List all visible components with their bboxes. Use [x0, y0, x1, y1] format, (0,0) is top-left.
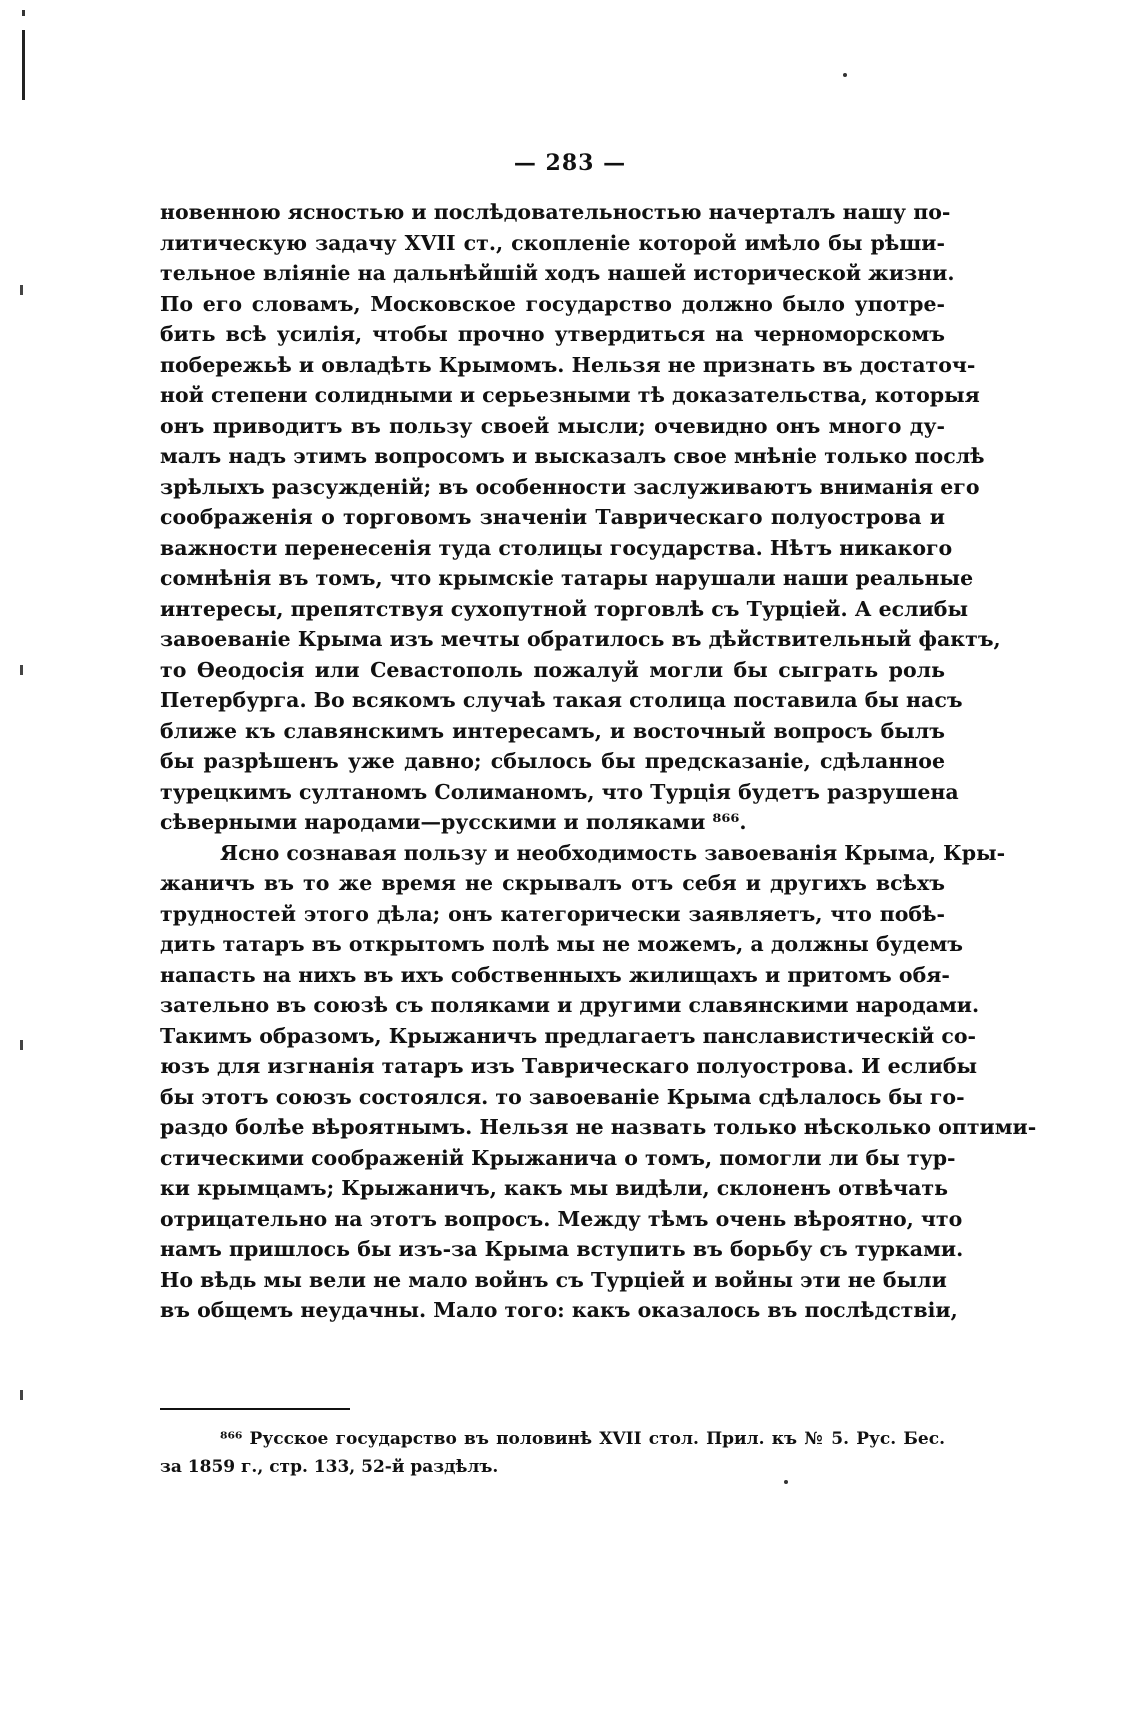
text-line: ной степени солидными и серьезными тѣ доказательства, которыя — [160, 383, 980, 407]
text-line: намъ пришлось бы изъ-за Крыма вступить въ борьбу съ турками. — [160, 1237, 964, 1261]
margin-mark — [20, 1040, 23, 1050]
margin-mark — [20, 285, 23, 295]
text-line: соображенія о торговомъ значеніи Таврическаго полуострова и — [160, 505, 945, 529]
text-line: новенною ясностью и послѣдовательностью начерталъ нашу по- — [160, 200, 951, 224]
text-line: стическими соображеній Крыжанича о томъ, помогли ли бы тур- — [160, 1145, 956, 1170]
margin-mark — [20, 1390, 23, 1400]
margin-mark — [20, 665, 23, 675]
text-line: сомнѣнія въ томъ, что крымскіе татары нарушали наши реальные — [160, 566, 974, 590]
text-line: то Ѳеодосія или Севастополь пожалуй могли бы сыграть роль — [160, 657, 945, 682]
footnote-line: за 1859 г., стр. 133, 52-й раздѣлъ. — [160, 1457, 499, 1477]
text-line: Но вѣдь мы вели не мало войнъ съ Турціей и войны эти не были — [160, 1267, 947, 1292]
text-line: бить всѣ усилія, чтобы прочно утвердиться на черноморскомъ — [160, 322, 945, 346]
text-line: побережьѣ и овладѣть Крымомъ. Нельзя не признать въ достаточ- — [160, 352, 976, 377]
scan-speck — [843, 73, 847, 77]
text-line: сѣверными народами—русскими и поляками ⁸⁶⁶. — [160, 810, 747, 834]
text-line: Ясно сознавая пользу и необходимость завоеванія Крыма, Кры- — [220, 840, 1006, 865]
text-line: турецкимъ султаномъ Солиманомъ, что Турція будетъ разрушена — [160, 779, 959, 804]
text-line: въ общемъ неудачны. Мало того: какъ оказалось въ послѣдствіи, — [160, 1298, 958, 1322]
text-line: интересы, препятствуя сухопутной торговлѣ съ Турціей. А еслибы — [160, 596, 968, 621]
text-line: ближе къ славянскимъ интересамъ, и восточный вопросъ былъ — [160, 718, 945, 743]
text-line: юзъ для изгнанія татаръ изъ Таврическаго полуострова. И еслибы — [160, 1054, 978, 1078]
text-line: малъ надъ этимъ вопросомъ и высказалъ свое мнѣніе только послѣ — [160, 444, 985, 468]
footnotes — [160, 1425, 945, 1481]
text-line: Петербурга. Во всякомъ случаѣ такая столица поставила бы насъ — [160, 688, 963, 712]
text-line: литическую задачу XVII ст., скопленіе которой имѣло бы рѣши- — [160, 230, 945, 255]
scan-edge-line — [22, 30, 25, 100]
text-line: завоеваніе Крыма изъ мечты обратилось въ дѣйствительный фактъ, — [160, 627, 1001, 651]
text-line: жаничъ въ то же время не скрывалъ отъ себя и другихъ всѣхъ — [160, 871, 945, 895]
text-line: По его словамъ, Московское государство должно было употре- — [160, 291, 945, 316]
footnote-line: ⁸⁶⁶ Русское государство въ половинѣ XVII стол. Прил. къ № 5. Рус. Бес. — [220, 1429, 945, 1449]
text-line: напасть на нихъ въ ихъ собственныхъ жилищахъ и притомъ обя- — [160, 962, 950, 987]
text-line: ки крымцамъ; Крыжаничъ, какъ мы видѣли, склоненъ отвѣчать — [160, 1176, 949, 1200]
text-line: тельное вліяніе на дальнѣйшій ходъ нашей исторической жизни. — [160, 261, 955, 285]
text-line: дить татаръ въ открытомъ полѣ мы не можемъ, а должны будемъ — [160, 932, 964, 956]
text-line: бы этотъ союзъ состоялся. то завоеваніе Крыма сдѣлалось бы го- — [160, 1084, 965, 1109]
scan-edge-mark — [22, 10, 25, 16]
body-text — [160, 197, 1037, 1326]
text-line: трудностей этого дѣла; онъ категорически заявляетъ, что побѣ- — [160, 901, 945, 926]
text-line: онъ приводитъ въ пользу своей мысли; очевидно онъ много ду- — [160, 413, 945, 438]
text-line: важности перенесенія туда столицы государства. Нѣтъ никакого — [160, 535, 953, 560]
text-line: отрицательно на этотъ вопросъ. Между тѣмъ очень вѣроятно, что — [160, 1206, 963, 1231]
text-line: раздо болѣе вѣроятнымъ. Нельзя не назвать только нѣсколько оптими- — [160, 1115, 1037, 1139]
text-line: бы разрѣшенъ уже давно; сбылось бы предсказаніе, сдѣланное — [160, 749, 945, 773]
text-line: Такимъ образомъ, Крыжаничъ предлагаетъ панславистическій со- — [160, 1023, 977, 1048]
footnote-separator — [160, 1408, 350, 1410]
page-number: — 283 — — [513, 150, 627, 176]
text-line: зрѣлыхъ разсужденій; въ особенности заслуживаютъ вниманія его — [160, 474, 980, 499]
text-line: зательно въ союзѣ съ поляками и другими славянскими народами. — [160, 993, 980, 1017]
